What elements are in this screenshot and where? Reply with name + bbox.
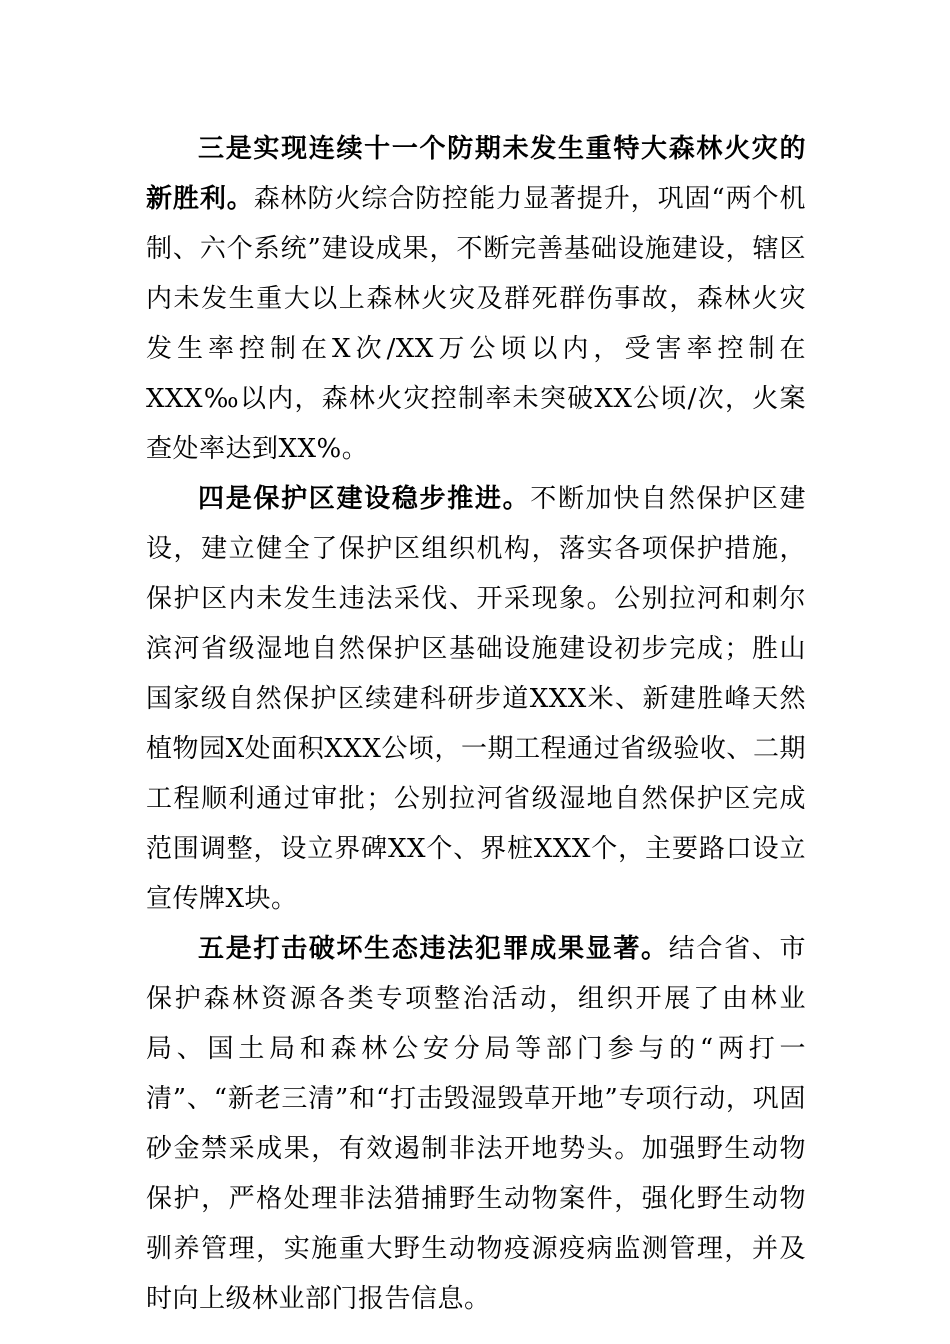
paragraph-lead: 五是打击破坏生态违法犯罪成果显著。 <box>198 934 669 964</box>
paragraph-text: 结合省、市保护森林资源各类专项整治活动，组织开展了由林业局、国土局和森林公安分局等部门参与的“两打一清”、“新老三清”和“打击毁湿毁草开地”专项行动，巩固砂金禁采成果，有效遏制非法开地势头。加强野生动物保护，严格处理非法猎捕野生动物案件，强化野生动物驯养管理，实施重大野生动物疫源疫病监测管理，并及时向上级林业部门报告信息。 <box>146 934 806 1314</box>
paragraph-text: 不断加快自然保护区建设，建立健全了保护区组织机构，落实各项保护措施，保护区内未发生违法采伐、开采现象。公别拉河和刺尔滨河省级湿地自然保护区基础设施建设初步完成；胜山国家级自然保护区续建科研步道XXX米、新建胜峰天然植物园X处面积XXX公顷，一期工程通过省级验收、二期工程顺利通过审批；公别拉河省级湿地自然保护区完成范围调整，设立界碑XX个、界桩XXX个，主要路口设立宣传牌X块。 <box>146 484 806 914</box>
paragraph-ecological-crime <box>146 924 806 1324</box>
paragraph-lead: 三是实现连续十一个防期未发生重特大森林火灾的新胜利。 <box>146 134 806 214</box>
document-body <box>146 124 806 1324</box>
paragraph-text: 森林防火综合防控能力显著提升，巩固“两个机制、六个系统”建设成果，不断完善基础设施建设，辖区内未发生重大以上森林火灾及群死群伤事故，森林火灾发生率控制在X次/XX万公顷以内，受害率控制在XXX‰以内，森林火灾控制率未突破XX公顷/次，火案查处率达到XX%。 <box>146 184 806 464</box>
paragraph-nature-reserve <box>146 474 806 924</box>
paragraph-lead: 四是保护区建设稳步推进。 <box>198 484 531 514</box>
paragraph-fire-prevention <box>146 124 806 474</box>
